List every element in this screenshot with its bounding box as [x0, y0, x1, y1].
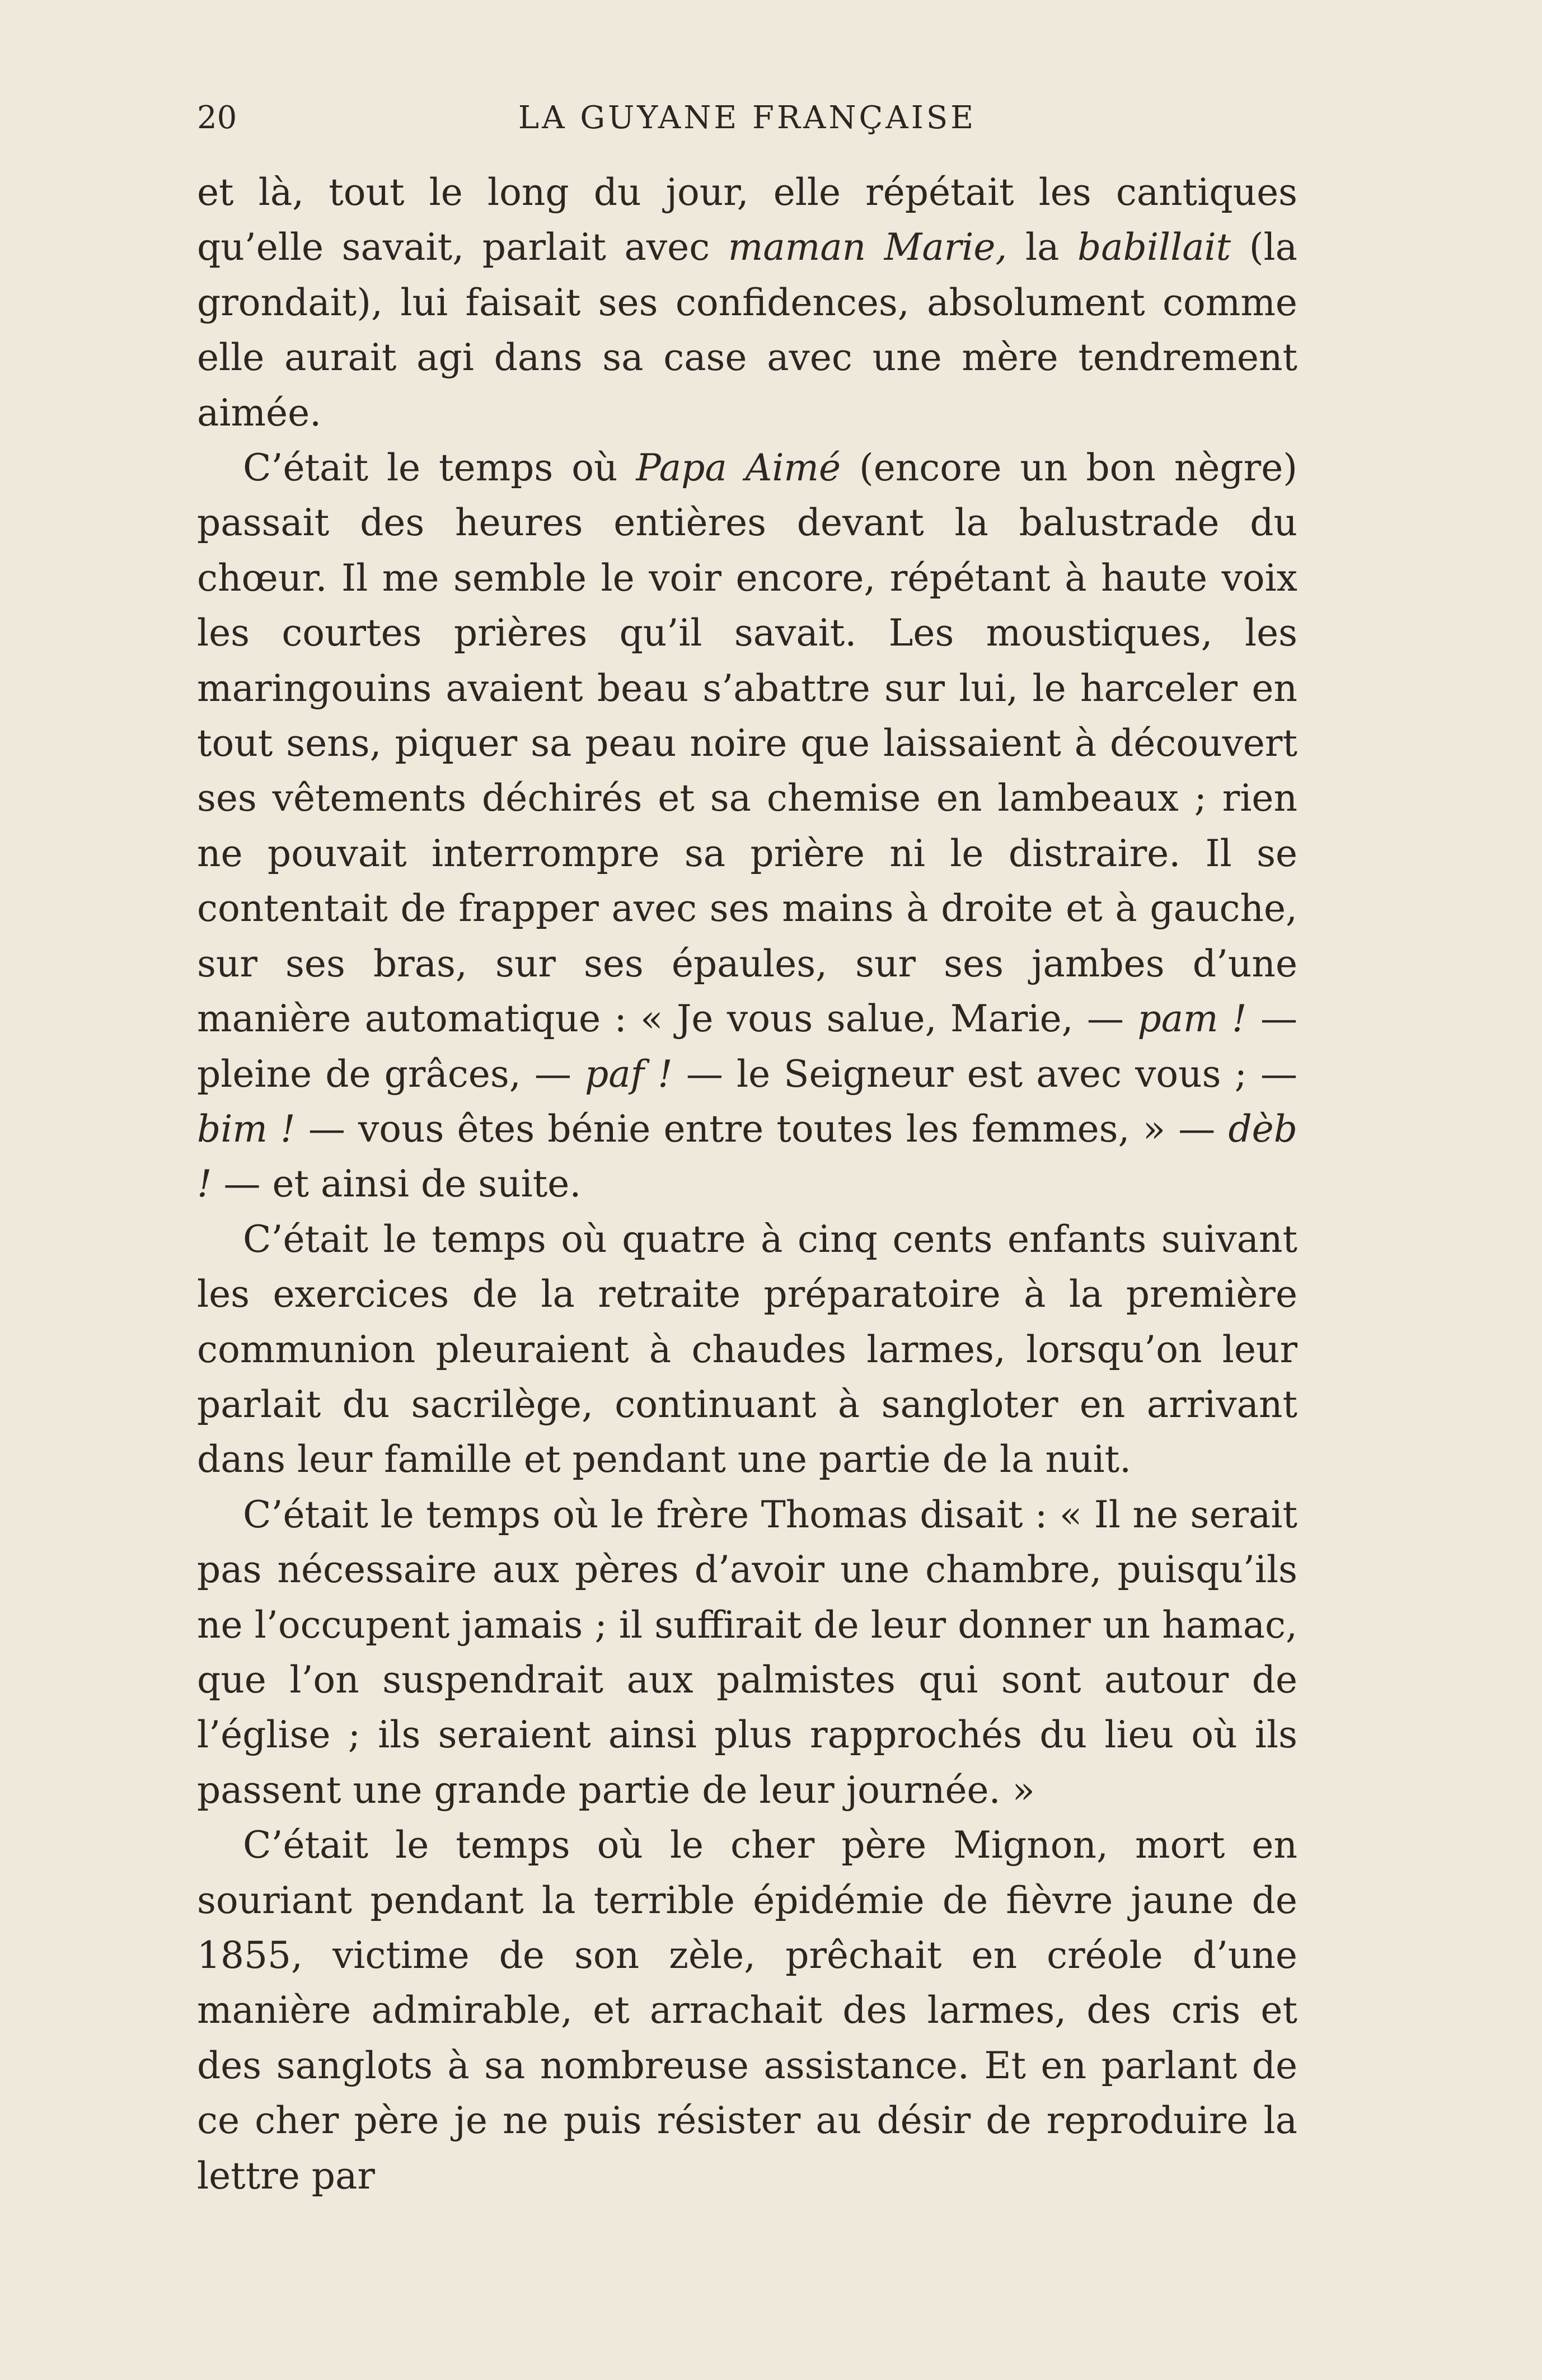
text-run: C’était le temps où quatre à cinq cents enfants suivant les exercices de la retraite préparatoire à la première communion pleuraient à chaudes larmes, lorsqu’on leur parlait du sacrilège, continuant à sangloter en arrivant dans leur famille et pendant une partie de la nuit.	[197, 1217, 1297, 1481]
text-run: (la grondait), lui faisait ses confidences, absolument comme elle aurait agi dans sa case avec une mère tendrement aimée.	[197, 226, 1298, 434]
text-run: — pleine de grâces, —	[197, 997, 1297, 1096]
text-run: — le Seigneur est avec vous ; —	[672, 1052, 1298, 1096]
italic-text: paf !	[585, 1052, 673, 1096]
page-header	[197, 100, 1297, 144]
italic-text: babillait	[1077, 226, 1231, 269]
text-run: la	[1007, 226, 1078, 269]
italic-text: maman Marie,	[728, 226, 1007, 269]
italic-text: dèb !	[197, 1107, 1297, 1206]
text-run: C’était le temps où le frère Thomas disait : « Il ne serait pas nécessaire aux pères d’avoir une chambre, puisqu’ils ne l’occupent jamais ; il suffirait de leur donner un hamac, que l’on suspendrait aux palmistes qui sont autour de l’église ; ils seraient ainsi plus rapprochés du lieu où ils passent une grande partie de leur journée. »	[197, 1493, 1297, 1812]
text-run: — et ainsi de suite.	[212, 1162, 582, 1206]
paragraph-2	[197, 441, 1297, 1212]
italic-text: bim !	[197, 1107, 296, 1151]
italic-text: pam !	[1137, 997, 1247, 1041]
italic-text: Papa Aimé	[636, 446, 841, 490]
page-number: 20	[197, 100, 237, 136]
text-run: — vous êtes bénie entre toutes les femmes, » —	[295, 1107, 1229, 1151]
paragraph-5	[197, 1818, 1297, 2204]
text-run: (encore un bon nègre) passait des heures entières devant la balustrade du chœur. Il me semble le voir encore, répétant à haute voix les courtes prières qu’il savait. Les moustiques, les maringouins avaient beau s’abattre sur lui, le harceler en tout sens, piquer sa peau noire que laissaient à découvert ses vêtements déchirés et sa chemise en lambeaux ; rien ne pouvait interrompre sa prière ni le distraire. Il se contentait de frapper avec ses mains à droite et à gauche, sur ses bras, sur ses épaules, sur ses jambes d’une manière automatique : « Je vous salue, Marie, —	[197, 446, 1297, 1041]
paragraph-4	[197, 1488, 1297, 1818]
paragraph-1	[197, 165, 1297, 441]
running-title: LA GUYANE FRANÇAISE	[518, 100, 977, 136]
paragraph-3	[197, 1212, 1297, 1488]
text-run: C’était le temps où	[243, 446, 636, 490]
text-run: C’était le temps où le cher père Mignon, mort en souriant pendant la terrible épidémie de fièvre jaune de 1855, victime de son zèle, prêchait en créole d’une manière admirable, et arrachait des larmes, des cris et des sanglots à sa nombreuse assistance. Et en parlant de ce cher père je ne puis résister au désir de reproduire la lettre par	[197, 1823, 1297, 2197]
body-text	[197, 165, 1297, 2204]
text-run: et là, tout le long du jour, elle répétait les cantiques qu’elle savait, parlait avec	[197, 171, 1297, 269]
